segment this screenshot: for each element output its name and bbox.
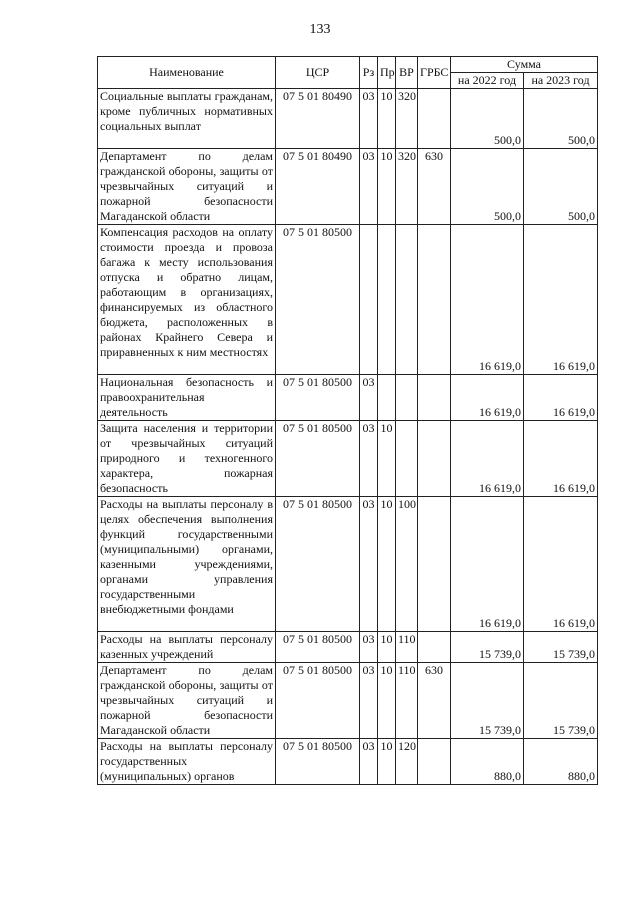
row-vr: 110 bbox=[396, 632, 418, 663]
row-amount-2022: 16 619,0 bbox=[451, 375, 524, 421]
row-csr: 07 5 01 80490 bbox=[276, 89, 360, 149]
row-pr: 10 bbox=[378, 739, 396, 785]
row-amount-2022: 880,0 bbox=[451, 739, 524, 785]
row-name: Департамент по делам гражданской обороны, защиты от чрезвычайных ситуаций и пожарной безопасности Магаданской области bbox=[98, 149, 276, 225]
row-amount-2023: 500,0 bbox=[524, 89, 598, 149]
header-rz: Рз bbox=[360, 57, 378, 89]
row-rz: 03 bbox=[360, 375, 378, 421]
header-vr: ВР bbox=[396, 57, 418, 89]
budget-table bbox=[97, 56, 598, 785]
row-amount-2023: 500,0 bbox=[524, 149, 598, 225]
row-name: Департамент по делам гражданской обороны, защиты от чрезвычайных ситуаций и пожарной безопасности Магаданской области bbox=[98, 663, 276, 739]
row-csr: 07 5 01 80500 bbox=[276, 421, 360, 497]
row-csr: 07 5 01 80500 bbox=[276, 375, 360, 421]
header-csr: ЦСР bbox=[276, 57, 360, 89]
header-year-2023: на 2023 год bbox=[524, 73, 598, 89]
row-pr: 10 bbox=[378, 421, 396, 497]
row-amount-2022: 500,0 bbox=[451, 149, 524, 225]
row-pr bbox=[378, 375, 396, 421]
row-vr: 320 bbox=[396, 149, 418, 225]
row-vr bbox=[396, 225, 418, 375]
row-vr: 110 bbox=[396, 663, 418, 739]
row-grbs: 630 bbox=[418, 149, 451, 225]
row-name: Социальные выплаты гражданам, кроме публичных нормативных социальных выплат bbox=[98, 89, 276, 149]
table-row bbox=[98, 663, 598, 739]
table-row bbox=[98, 89, 598, 149]
table-row bbox=[98, 421, 598, 497]
row-amount-2022: 15 739,0 bbox=[451, 663, 524, 739]
row-rz: 03 bbox=[360, 149, 378, 225]
row-rz: 03 bbox=[360, 497, 378, 632]
row-amount-2022: 16 619,0 bbox=[451, 225, 524, 375]
row-pr: 10 bbox=[378, 89, 396, 149]
header-pr: Пр bbox=[378, 57, 396, 89]
row-pr: 10 bbox=[378, 632, 396, 663]
table-row bbox=[98, 739, 598, 785]
row-grbs bbox=[418, 375, 451, 421]
row-csr: 07 5 01 80500 bbox=[276, 225, 360, 375]
table-body bbox=[98, 89, 598, 785]
header-sum: Сумма bbox=[451, 57, 598, 73]
header-name: Наименование bbox=[98, 57, 276, 89]
row-amount-2023: 16 619,0 bbox=[524, 375, 598, 421]
row-amount-2022: 15 739,0 bbox=[451, 632, 524, 663]
row-pr: 10 bbox=[378, 149, 396, 225]
row-pr: 10 bbox=[378, 663, 396, 739]
row-vr: 120 bbox=[396, 739, 418, 785]
row-pr: 10 bbox=[378, 497, 396, 632]
row-name: Компенсация расходов на оплату стоимости проезда и провоза багажа к месту использования отпуска и обратно лицам, работающим в организациях, финансируемых из областного бюджета, расположенных в районах Крайнего Севера и приравненных к ним местностях bbox=[98, 225, 276, 375]
row-grbs bbox=[418, 89, 451, 149]
header-grbs: ГРБС bbox=[418, 57, 451, 89]
row-rz: 03 bbox=[360, 632, 378, 663]
row-name: Расходы на выплаты персоналу казенных учреждений bbox=[98, 632, 276, 663]
row-csr: 07 5 01 80500 bbox=[276, 497, 360, 632]
row-amount-2023: 15 739,0 bbox=[524, 632, 598, 663]
row-pr bbox=[378, 225, 396, 375]
row-grbs bbox=[418, 632, 451, 663]
row-grbs bbox=[418, 225, 451, 375]
row-name: Расходы на выплаты персоналу государственных (муниципальных) органов bbox=[98, 739, 276, 785]
row-name: Защита населения и территории от чрезвычайных ситуаций природного и техногенного характера, пожарная безопасность bbox=[98, 421, 276, 497]
row-name: Национальная безопасность и правоохранительная деятельность bbox=[98, 375, 276, 421]
row-vr bbox=[396, 375, 418, 421]
row-rz: 03 bbox=[360, 663, 378, 739]
row-rz: 03 bbox=[360, 739, 378, 785]
row-rz: 03 bbox=[360, 89, 378, 149]
table-row bbox=[98, 632, 598, 663]
row-rz bbox=[360, 225, 378, 375]
row-amount-2023: 16 619,0 bbox=[524, 421, 598, 497]
row-csr: 07 5 01 80500 bbox=[276, 739, 360, 785]
row-amount-2023: 880,0 bbox=[524, 739, 598, 785]
row-vr bbox=[396, 421, 418, 497]
row-amount-2023: 16 619,0 bbox=[524, 497, 598, 632]
row-amount-2022: 16 619,0 bbox=[451, 421, 524, 497]
table-row bbox=[98, 225, 598, 375]
row-grbs bbox=[418, 421, 451, 497]
table-row bbox=[98, 497, 598, 632]
page-number: 133 bbox=[309, 22, 331, 37]
row-rz: 03 bbox=[360, 421, 378, 497]
header-year-2022: на 2022 год bbox=[451, 73, 524, 89]
table-row bbox=[98, 375, 598, 421]
table-row bbox=[98, 149, 598, 225]
row-amount-2022: 500,0 bbox=[451, 89, 524, 149]
row-grbs: 630 bbox=[418, 663, 451, 739]
row-csr: 07 5 01 80490 bbox=[276, 149, 360, 225]
row-csr: 07 5 01 80500 bbox=[276, 632, 360, 663]
row-amount-2023: 16 619,0 bbox=[524, 225, 598, 375]
row-vr: 100 bbox=[396, 497, 418, 632]
row-csr: 07 5 01 80500 bbox=[276, 663, 360, 739]
row-name: Расходы на выплаты персоналу в целях обеспечения выполнения функций государственными (муниципальными) органами, казенными учреждениями, органами управления государственными внебюджетными фондами bbox=[98, 497, 276, 632]
row-amount-2022: 16 619,0 bbox=[451, 497, 524, 632]
table-header bbox=[98, 57, 598, 89]
row-grbs bbox=[418, 497, 451, 632]
row-vr: 320 bbox=[396, 89, 418, 149]
row-amount-2023: 15 739,0 bbox=[524, 663, 598, 739]
row-grbs bbox=[418, 739, 451, 785]
